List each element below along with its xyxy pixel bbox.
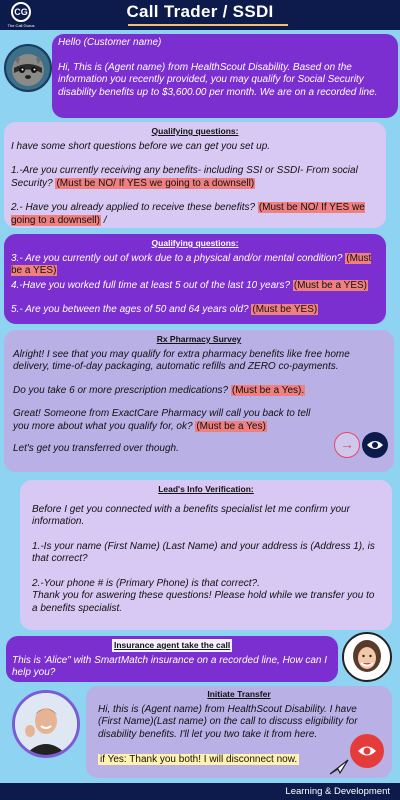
- header-bar: [0, 0, 400, 30]
- requirement-note: (Must be a Yes): [196, 420, 266, 432]
- requirement-note: (Must be a YES): [293, 279, 368, 291]
- qualifying-bubble-2: [4, 234, 386, 324]
- rx-paragraph-3: Great! Someone from ExactCare Pharmacy will call you back to tell you more about what you qualify for, ok? (Must be a Yes): [13, 408, 311, 432]
- verify-thanks: Thank you for aswering these questions! Please hold while we transfer you to a benefits specialist.: [32, 590, 375, 614]
- verify-question-1: 1.-Is your name (First Name) (Last Name) and your address is (Address 1), is that correct?: [32, 540, 375, 564]
- question-5: 5.- Are you between the ages of 50 and 64 years old? (Must be YES): [11, 304, 318, 315]
- view-button[interactable]: [362, 432, 388, 458]
- verify-question-2: 2.-Your phone # is (Primary Phone) is that correct?.: [32, 577, 260, 589]
- intro-bubble: [52, 34, 398, 118]
- section-title: Qualifying questions:: [151, 238, 239, 248]
- rx-paragraph-1: Alright! I see that you may qualify for extra pharmacy benefits like free home delivery, time-of-day packaging, automatic refills and ZERO co-payments.: [13, 348, 350, 372]
- next-arrow-button[interactable]: [334, 432, 360, 458]
- woman-avatar: [342, 632, 392, 682]
- eye-icon: [350, 734, 384, 768]
- requirement-note: (Must be a YES): [11, 252, 372, 276]
- page-title: Call Trader / SSDI: [126, 2, 274, 21]
- logo-mark: CG: [11, 2, 31, 22]
- section-title: Initiate Transfer: [207, 689, 271, 699]
- requirement-note: (Must be NO/ If YES we going to a downsell): [56, 177, 255, 189]
- logo-text: The Call Gurus: [7, 23, 35, 28]
- intro-text: Hi, This is (Agent name) from HealthScout Disability. Based on the information you recently provided, you may qualify for Social Security disability benefits up to $3,600.00 per month. We are on a recorded line.: [58, 61, 378, 98]
- verify-paragraph-1: Before I get you connected with a benefits specialist let me confirm your information.: [32, 503, 350, 527]
- footer-text: Learning & Development: [285, 786, 390, 797]
- insurance-bubble: [6, 636, 338, 682]
- raccoon-avatar: [4, 44, 52, 92]
- section-title: Qualifying questions:: [151, 126, 239, 136]
- question-1: 1.-Are you currently receiving any benefits- including SSI or SSDI- From social Security? (Must be NO/ If YES we going to a downsell): [11, 165, 358, 189]
- man-avatar: [12, 690, 80, 758]
- question-4: 4.-Have you worked full time at least 5 out of the last 10 years? (Must be a YES): [11, 279, 368, 291]
- question-3: 3.- Are you currently out of work due to a physical and/or mental condition? (Must be a YES): [11, 252, 372, 276]
- requirement-note: (Must be YES): [252, 304, 318, 315]
- requirement-note: (Must be NO/ If YES we going to a downsell): [11, 202, 365, 226]
- cursor-icon: [328, 758, 350, 776]
- eye-icon: [362, 432, 388, 458]
- insurance-text: This is 'Alice" with SmartMatch insurance on a recorded line, How can I help you?: [12, 654, 328, 678]
- rx-question: Do you take 6 or more prescription medications? (Must be a Yes).: [13, 384, 305, 396]
- transfer-text: Hi, this is (Agent name) from HealthScout Disability. I have (First Name)(Last name) on the call to discuss eligibility for disability benefits. I'll let you two take it from here.: [98, 703, 358, 740]
- footer-bar: [0, 783, 400, 800]
- question-2: 2.- Have you already applied to receive these benefits? (Must be NO/ If YES we going to a downsell) /: [11, 202, 365, 226]
- rx-paragraph-4: Let's get you transferred over though.: [13, 443, 179, 454]
- verification-bubble: [20, 480, 392, 630]
- section-title: Lead's Info Verification:: [158, 484, 254, 494]
- qualifying-bubble-1: [4, 122, 386, 228]
- title-underline: [128, 24, 288, 26]
- view-transfer-button[interactable]: [350, 734, 384, 768]
- requirement-note: (Must be a Yes).: [231, 384, 305, 396]
- section-title: Insurance agent take the call: [114, 640, 231, 650]
- section-title: Rx Pharmacy Survey: [156, 334, 242, 344]
- arrow-right-icon: →: [340, 436, 354, 452]
- transfer-yes-text: if Yes: Thank you both! I will disconnect now.: [100, 754, 298, 765]
- qualifying-intro: I have some short questions before we can get you set up.: [11, 140, 271, 152]
- greeting-text: Hello (Customer name): [58, 37, 162, 48]
